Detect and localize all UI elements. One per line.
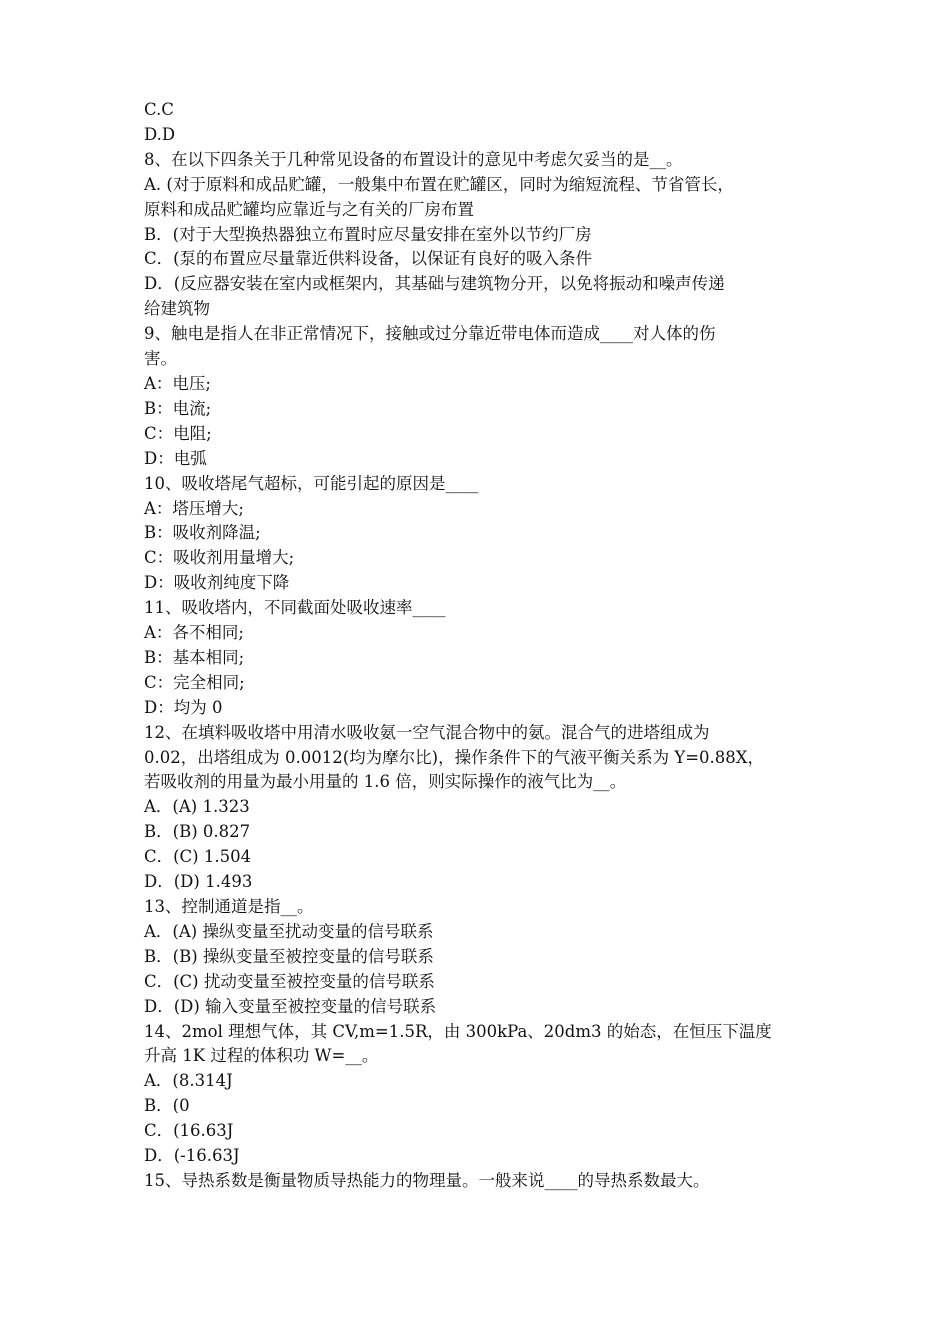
option-line: D．(D) 输入变量至被控变量的信号联系 xyxy=(144,996,437,1016)
option-line: C：吸收剂用量增大; xyxy=(144,548,295,568)
question-line: 9、触电是指人在非正常情况下，接触或过分靠近带电体而造成____对人体的伤 xyxy=(144,324,716,344)
question-line: 15、导热系数是衡量物质导热能力的物理量。一般来说____的导热系数最大。 xyxy=(144,1170,710,1190)
option-line: B．(B) 0.827 xyxy=(144,822,251,842)
option-line: D：吸收剂纯度下降 xyxy=(144,573,290,593)
option-line: D.D xyxy=(144,124,176,144)
question-line: 13、控制通道是指__。 xyxy=(144,897,314,916)
question-line: 14、2mol 理想气体，其 CV,m=1.5R，由 300kPa、20dm3 的始态，在恒压下温度 xyxy=(144,1021,772,1041)
option-line: A．(8.314J xyxy=(144,1071,233,1091)
option-line: B．(0 xyxy=(144,1096,190,1116)
option-line: B：电流; xyxy=(144,398,212,418)
option-line: A：塔压增大; xyxy=(144,498,244,518)
option-line: 给建筑物 xyxy=(144,299,210,319)
document-page xyxy=(144,98,809,1194)
option-line: D．(反应器安装在室内或框架内，其基础与建筑物分开，以免将振动和噪声传递 xyxy=(144,274,725,294)
option-line: B：吸收剂降温; xyxy=(144,523,261,543)
question-line: 害。 xyxy=(144,349,177,369)
question-line: 10、吸收塔尾气超标，可能引起的原因是____ xyxy=(144,473,479,493)
option-line: 原料和成品贮罐均应靠近与之有关的厂房布置 xyxy=(144,199,474,219)
option-line: C.C xyxy=(144,100,174,119)
option-line: A：电压; xyxy=(144,373,211,393)
option-line: C．(C) 1.504 xyxy=(144,847,252,867)
option-line: C：电阻; xyxy=(144,423,212,443)
question-line: 0.02，出塔组成为 0.0012(均为摩尔比)，操作条件下的气液平衡关系为 Y=0.88X， xyxy=(144,747,765,767)
option-line: A．(A) 操纵变量至扰动变量的信号联系 xyxy=(144,921,434,941)
question-line: 12、在填料吸收塔中用清水吸收氨一空气混合物中的氨。混合气的进塔组成为 xyxy=(144,722,710,742)
option-line: C．(16.63J xyxy=(144,1121,234,1141)
option-line: C．(C) 扰动变量至被控变量的信号联系 xyxy=(144,971,435,991)
option-line: D：电弧 xyxy=(144,448,207,468)
option-line: C．(泵的布置应尽量靠近供料设备，以保证有良好的吸入条件 xyxy=(144,249,593,269)
question-line: 升高 1K 过程的体积功 W=__。 xyxy=(144,1046,379,1066)
option-line: B．(B) 操纵变量至被控变量的信号联系 xyxy=(144,946,434,966)
option-line: A. (对于原料和成品贮罐，一般集中布置在贮罐区，同时为缩短流程、节省管长， xyxy=(144,174,734,194)
option-line: A：各不相同; xyxy=(144,623,244,643)
option-line: C：完全相同; xyxy=(144,672,245,692)
option-line: B：基本相同; xyxy=(144,647,245,667)
question-line: 8、在以下四条关于几种常见设备的布置设计的意见中考虑欠妥当的是__。 xyxy=(144,149,683,169)
option-line: D：均为 0 xyxy=(144,697,223,717)
option-line: D．(D) 1.493 xyxy=(144,872,253,892)
question-line: 若吸收剂的用量为最小用量的 1.6 倍，则实际操作的液气比为__。 xyxy=(144,772,627,792)
option-line: A．(A) 1.323 xyxy=(144,797,250,817)
option-line: B．(对于大型换热器独立布置时应尽量安排在室外以节约厂房 xyxy=(144,224,592,244)
option-line: D．(-16.63J xyxy=(144,1146,240,1166)
question-line: 11、吸收塔内，不同截面处吸收速率____ xyxy=(144,598,446,618)
